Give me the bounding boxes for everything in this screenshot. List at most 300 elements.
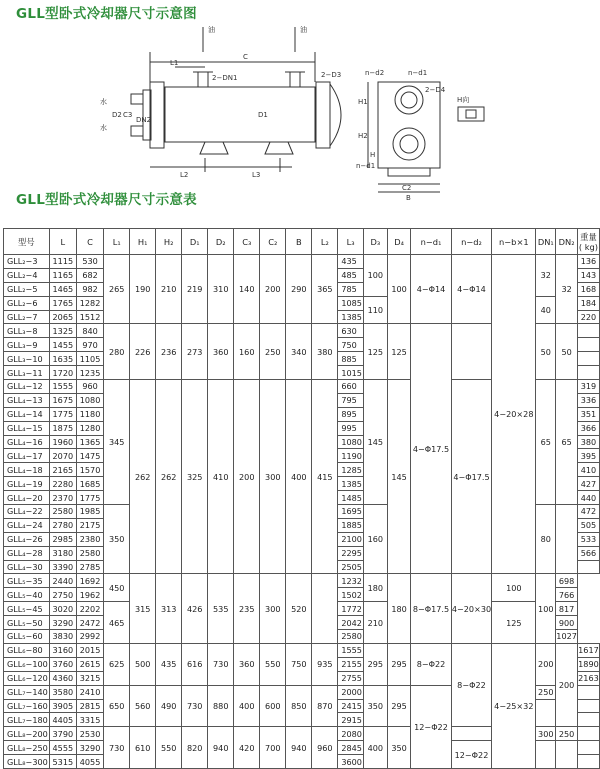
cell-C: 1685	[76, 477, 103, 491]
cell-weight	[577, 366, 599, 380]
cell-H1: 500	[130, 643, 156, 685]
cell-weight	[577, 352, 599, 366]
cell-L3: 1695	[338, 505, 364, 519]
header-DN1: DN₁	[536, 229, 556, 255]
cell-L1: 650	[104, 685, 130, 727]
right-flange	[316, 82, 330, 148]
header-D2: D₂	[208, 229, 234, 255]
cell-DN2: 100	[536, 574, 556, 643]
cell-D1: 730	[182, 685, 208, 727]
cell-nd1: 4−Φ14	[411, 255, 451, 324]
label-2D3: 2−D3	[321, 71, 342, 79]
cell-B: 400	[286, 380, 312, 574]
cell-weight: 143	[577, 268, 599, 282]
cell-L: 2780	[49, 518, 76, 532]
oil-label-1: 油	[208, 26, 215, 34]
cell-model: GLL₅−60	[4, 630, 50, 644]
header-L3: L₃	[338, 229, 364, 255]
label-L1: L1	[170, 59, 179, 67]
cell-D1: 219	[182, 255, 208, 324]
cell-B: 940	[286, 727, 312, 769]
cell-H2: 210	[156, 255, 182, 324]
header-B: B	[286, 229, 312, 255]
cell-C: 3215	[76, 671, 103, 685]
cell-model: GLL₂−3	[4, 255, 50, 269]
cell-L3: 1285	[338, 463, 364, 477]
cell-nd1: 12−Φ22	[411, 685, 451, 768]
cell-C: 3290	[76, 741, 103, 755]
cell-L: 3830	[49, 630, 76, 644]
cell-L3: 435	[338, 255, 364, 269]
cell-L: 1465	[49, 282, 76, 296]
cell-L3: 1085	[338, 296, 364, 310]
cell-weight	[577, 685, 599, 699]
cell-L3: 2000	[338, 685, 364, 699]
header-C: C	[76, 229, 103, 255]
cell-L: 1325	[49, 324, 76, 338]
cell-model: GLL₄−24	[4, 518, 50, 532]
cell-L3: 995	[338, 421, 364, 435]
cell-L1: 450	[104, 574, 130, 602]
cell-L3: 2080	[338, 727, 364, 741]
cell-DN1: 300	[536, 727, 556, 741]
cell-weight	[577, 713, 599, 727]
cell-L3: 1772	[338, 602, 364, 616]
cell-weight: 698	[556, 574, 578, 588]
cell-H1: 226	[130, 324, 156, 380]
header-nbx1: n−b×1	[492, 229, 536, 255]
cell-nd2: 8−Φ22	[451, 643, 492, 726]
cell-D4: 145	[387, 380, 411, 574]
cell-C: 2530	[76, 727, 103, 741]
cell-C: 970	[76, 338, 103, 352]
cell-C: 1775	[76, 491, 103, 505]
cell-L: 1675	[49, 393, 76, 407]
oil-inlet-nozzle	[198, 72, 208, 87]
cell-C: 982	[76, 282, 103, 296]
header-nd2: n−d₂	[451, 229, 492, 255]
cell-C: 1365	[76, 435, 103, 449]
water-label-2: 水	[100, 124, 107, 132]
cell-L3: 2915	[338, 713, 364, 727]
cell-weight: 220	[577, 310, 599, 324]
cell-B: 850	[286, 685, 312, 727]
cell-L3: 660	[338, 380, 364, 394]
cell-D2: 940	[208, 727, 234, 769]
end-view-plate	[378, 82, 440, 168]
water-label-1: 水	[100, 98, 107, 106]
oil-label-2: 油	[300, 26, 307, 34]
cell-weight: 380	[577, 435, 599, 449]
cell-model: GLL₇−160	[4, 699, 50, 713]
end-view-base	[388, 168, 430, 176]
cell-weight	[577, 699, 599, 713]
water-inlet-nozzle	[131, 94, 143, 104]
cell-C3: 400	[234, 685, 260, 727]
cell-L2: 380	[312, 324, 338, 380]
header-weight: 重量 ( kg)	[577, 229, 599, 255]
cell-L: 1875	[49, 421, 76, 435]
cell-weight: 766	[556, 588, 578, 602]
cell-D4: 125	[387, 324, 411, 380]
cell-model: GLL₄−14	[4, 407, 50, 421]
header-D1: D₁	[182, 229, 208, 255]
cell-DN1: 100	[492, 574, 536, 602]
cell-model: GLL₄−19	[4, 477, 50, 491]
cell-weight: 168	[577, 282, 599, 296]
cell-nd2: 4−Φ14	[451, 255, 492, 324]
cell-D3: 210	[363, 602, 387, 644]
cell-C: 2815	[76, 699, 103, 713]
cell-C: 2992	[76, 630, 103, 644]
cell-L: 4360	[49, 671, 76, 685]
cell-C: 2015	[76, 643, 103, 657]
cell-model: GLL₄−20	[4, 491, 50, 505]
cell-DN2: 50	[556, 324, 578, 380]
cell-L3: 895	[338, 407, 364, 421]
cell-C: 4055	[76, 755, 103, 769]
cell-model: GLL₄−26	[4, 532, 50, 546]
cell-DN1: 65	[536, 380, 556, 505]
cell-weight: 472	[577, 505, 599, 519]
cell-L: 4555	[49, 741, 76, 755]
table-row	[4, 643, 600, 657]
cell-C2: 550	[260, 643, 286, 685]
label-D2: D2	[112, 111, 122, 119]
cell-L3: 2845	[338, 741, 364, 755]
cell-C: 2410	[76, 685, 103, 699]
cell-L3: 1885	[338, 518, 364, 532]
cell-C: 1235	[76, 366, 103, 380]
cell-C: 1692	[76, 574, 103, 588]
cell-L3: 2295	[338, 546, 364, 560]
table-title: GLL型卧式冷却器尺寸示意表	[16, 192, 197, 208]
cell-weight	[577, 755, 599, 769]
label-L3: L3	[252, 171, 261, 179]
cell-weight: 184	[577, 296, 599, 310]
cell-L: 3790	[49, 727, 76, 741]
cell-weight: 505	[577, 518, 599, 532]
cell-C3: 160	[234, 324, 260, 380]
cell-weight: 1027	[556, 631, 577, 642]
cell-nd2: 4−Φ17.5	[451, 380, 492, 574]
cell-B: 290	[286, 255, 312, 324]
cell-L: 5315	[49, 755, 76, 769]
cell-L3: 1485	[338, 491, 364, 505]
cell-L3: 2755	[338, 671, 364, 685]
cell-model: GLL₄−18	[4, 463, 50, 477]
water-outlet-nozzle	[131, 126, 143, 136]
cell-L: 2750	[49, 588, 76, 602]
cell-C3: 420	[234, 727, 260, 769]
header-C2: C₂	[260, 229, 286, 255]
cell-nd1: 8−Φ22	[411, 643, 451, 685]
cell-nd2-last	[451, 727, 492, 741]
cell-L3: 630	[338, 324, 364, 338]
cell-nd2	[451, 324, 492, 380]
cell-D2: 360	[208, 324, 234, 380]
cell-C: 2580	[76, 546, 103, 560]
cell-H2: 262	[156, 380, 182, 574]
cell-weight	[577, 560, 599, 574]
cell-model: GLL₄−16	[4, 435, 50, 449]
cell-model: GLL₅−45	[4, 602, 50, 616]
cell-L3: 1385	[338, 310, 364, 324]
label-C3: C3	[123, 111, 133, 119]
cell-nbx1: 4−20×30	[451, 574, 492, 643]
cell-C: 682	[76, 268, 103, 282]
cell-weight: 410	[577, 463, 599, 477]
cell-L: 1165	[49, 268, 76, 282]
cell-C3: 140	[234, 255, 260, 324]
cell-C: 3315	[76, 713, 103, 727]
cell-weight: 533	[577, 532, 599, 546]
cell-L1: 465	[104, 602, 130, 644]
cell-L: 1635	[49, 352, 76, 366]
cell-model: GLL₂−4	[4, 268, 50, 282]
header-L1: L₁	[104, 229, 130, 255]
cell-weight	[577, 741, 599, 755]
oil-outlet-nozzle	[290, 72, 300, 87]
cell-C: 2472	[76, 616, 103, 630]
cell-C: 1105	[76, 352, 103, 366]
label-H1: H1	[358, 98, 368, 106]
cell-model: GLL₂−5	[4, 282, 50, 296]
cell-D1: 273	[182, 324, 208, 380]
header-DN2: DN₂	[556, 229, 578, 255]
cell-D1: 820	[182, 727, 208, 769]
cell-L: 1775	[49, 407, 76, 421]
right-support	[265, 142, 293, 154]
cell-D4: 350	[387, 727, 411, 769]
cell-C: 2615	[76, 657, 103, 671]
cell-DN1	[536, 741, 556, 769]
cell-D4: 180	[387, 574, 411, 643]
label-H2: H2	[358, 132, 368, 140]
cell-C: 2175	[76, 518, 103, 532]
cell-L3: 1385	[338, 477, 364, 491]
cell-L: 1765	[49, 296, 76, 310]
cell-D3: 350	[363, 685, 387, 727]
cell-D4: 295	[387, 685, 411, 727]
label-nd2: n−d2	[365, 69, 385, 77]
cell-L2: 415	[312, 380, 338, 574]
cell-DN2: 65	[556, 380, 578, 505]
cell-D4: 100	[387, 255, 411, 324]
cell-C2: 200	[260, 255, 286, 324]
cell-model: GLL₄−15	[4, 421, 50, 435]
header-C3: C₃	[234, 229, 260, 255]
cell-L: 3290	[49, 616, 76, 630]
cell-weight: 1617	[578, 645, 599, 656]
cell-L: 3580	[49, 685, 76, 699]
cell-C: 960	[76, 380, 103, 394]
cell-C3: 235	[234, 574, 260, 643]
cell-L: 4405	[49, 713, 76, 727]
cell-D3: 110	[363, 296, 387, 324]
cell-model: GLL₄−12	[4, 380, 50, 394]
cell-L2: 935	[312, 643, 338, 685]
cell-weight: 1890	[578, 659, 599, 670]
cell-L3: 2042	[338, 616, 364, 630]
cell-H2: 313	[156, 574, 182, 643]
label-H-direction: H向	[457, 96, 470, 104]
cell-L1: 625	[104, 643, 130, 685]
top-port-circle	[395, 86, 423, 114]
cell-DN2	[556, 505, 578, 574]
cell-L3: 3600	[338, 755, 364, 769]
cell-model: GLL₄−17	[4, 449, 50, 463]
cell-H1: 560	[130, 685, 156, 727]
cell-L: 2280	[49, 477, 76, 491]
cell-L3: 1502	[338, 588, 364, 602]
cell-C: 1080	[76, 393, 103, 407]
label-nd1: n−d1	[408, 69, 428, 77]
label-nd1-base: n−d1	[356, 162, 376, 170]
header-L2: L₂	[312, 229, 338, 255]
cell-L: 1720	[49, 366, 76, 380]
label-H: H	[370, 151, 376, 159]
cell-DN1: 40	[536, 296, 556, 324]
cell-H2: 490	[156, 685, 182, 727]
cell-H2: 236	[156, 324, 182, 380]
cell-model: GLL₇−180	[4, 713, 50, 727]
cell-DN1: 200	[536, 643, 556, 685]
shell-body	[165, 87, 315, 142]
cell-D1: 616	[182, 643, 208, 685]
header-model: 型号	[4, 229, 50, 255]
cell-model: GLL₃−11	[4, 366, 50, 380]
cell-C: 1570	[76, 463, 103, 477]
cell-model: GLL₈−300	[4, 755, 50, 769]
cell-D1: 325	[182, 380, 208, 574]
label-L2: L2	[180, 171, 189, 179]
cell-model: GLL₈−250	[4, 741, 50, 755]
header-L: L	[49, 229, 76, 255]
cell-H2: 550	[156, 727, 182, 769]
cell-weight	[577, 324, 599, 338]
cell-D2: 730	[208, 643, 234, 685]
cell-D3: 145	[363, 380, 387, 505]
left-support	[200, 142, 228, 154]
cell-L3: 2155	[338, 657, 364, 671]
cell-model: GLL₃−8	[4, 324, 50, 338]
cell-C3: 200	[234, 380, 260, 574]
cell-C2: 600	[260, 685, 286, 727]
label-B: B	[406, 194, 411, 202]
cell-C: 2380	[76, 532, 103, 546]
cell-weight: 136	[577, 255, 599, 269]
cell-B: 340	[286, 324, 312, 380]
bottom-port-circle	[393, 128, 425, 160]
cell-C2: 300	[260, 380, 286, 574]
cell-nbx1: 4−25×32	[492, 643, 536, 768]
cell-L1: 280	[104, 324, 130, 380]
cell-D3: 400	[363, 727, 387, 769]
cell-model: GLL₄−30	[4, 560, 50, 574]
cell-model: GLL₄−13	[4, 393, 50, 407]
cell-L3: 795	[338, 393, 364, 407]
cell-model: GLL₆−120	[4, 671, 50, 685]
cell-H2: 435	[156, 643, 182, 685]
right-head	[330, 84, 341, 146]
cell-L: 2165	[49, 463, 76, 477]
cell-weight: 319	[577, 380, 599, 394]
cell-DN1: 125	[492, 602, 536, 644]
cell-C: 840	[76, 324, 103, 338]
cell-DN2: 250	[556, 727, 578, 741]
cell-C: 530	[76, 255, 103, 269]
cell-L: 2370	[49, 491, 76, 505]
cell-model: GLL₂−6	[4, 296, 50, 310]
cell-L: 3760	[49, 657, 76, 671]
cell-model: GLL₅−50	[4, 616, 50, 630]
cell-DN1: 80	[536, 505, 556, 574]
cell-L3: 2580	[338, 630, 364, 644]
cell-C: 1962	[76, 588, 103, 602]
cell-C2: 250	[260, 324, 286, 380]
cell-C: 1512	[76, 310, 103, 324]
cell-model: GLL₈−200	[4, 727, 50, 741]
cell-D2: 535	[208, 574, 234, 643]
cell-L3: 485	[338, 268, 364, 282]
cell-L2: 365	[312, 255, 338, 324]
h-direction-detail	[458, 107, 484, 121]
cell-weight: 427	[577, 477, 599, 491]
cell-L1: 345	[104, 380, 130, 505]
cell-D2: 310	[208, 255, 234, 324]
cell-DN2: 200	[556, 643, 578, 726]
cell-nd1: 4−Φ17.5	[411, 324, 451, 574]
cell-L3: 785	[338, 282, 364, 296]
cell-C: 1180	[76, 407, 103, 421]
cell-B: 520	[286, 574, 312, 643]
cell-weight: 351	[577, 407, 599, 421]
left-flange	[150, 82, 164, 148]
cell-L: 1455	[49, 338, 76, 352]
cell-model: GLL₇−140	[4, 685, 50, 699]
cell-L2: 870	[312, 685, 338, 727]
cell-weight: 817	[556, 602, 578, 616]
cell-H1: 610	[130, 727, 156, 769]
cell-DN2: 32	[556, 255, 578, 324]
cell-B: 750	[286, 643, 312, 685]
cell-L: 2070	[49, 449, 76, 463]
cell-L: 2580	[49, 505, 76, 519]
cell-weight: 336	[577, 393, 599, 407]
dimension-table	[3, 228, 600, 769]
cell-D2: 410	[208, 380, 234, 574]
cell-L: 1555	[49, 380, 76, 394]
cell-L1: 265	[104, 255, 130, 324]
cell-model: GLL₆−80	[4, 643, 50, 657]
cell-weight	[577, 338, 599, 352]
cell-weight: 395	[577, 449, 599, 463]
cell-L: 3390	[49, 560, 76, 574]
cell-model: GLL₃−9	[4, 338, 50, 352]
cell-weight: 566	[577, 546, 599, 560]
cell-model: GLL₄−22	[4, 505, 50, 519]
cell-C: 1282	[76, 296, 103, 310]
cell-model: GLL₅−40	[4, 588, 50, 602]
header-H2: H₂	[156, 229, 182, 255]
cell-L2: 960	[312, 727, 338, 769]
header-H1: H₁	[130, 229, 156, 255]
cell-DN1: 32	[536, 255, 556, 297]
cell-C: 1475	[76, 449, 103, 463]
cell-C: 2785	[76, 560, 103, 574]
cell-L: 3020	[49, 602, 76, 616]
